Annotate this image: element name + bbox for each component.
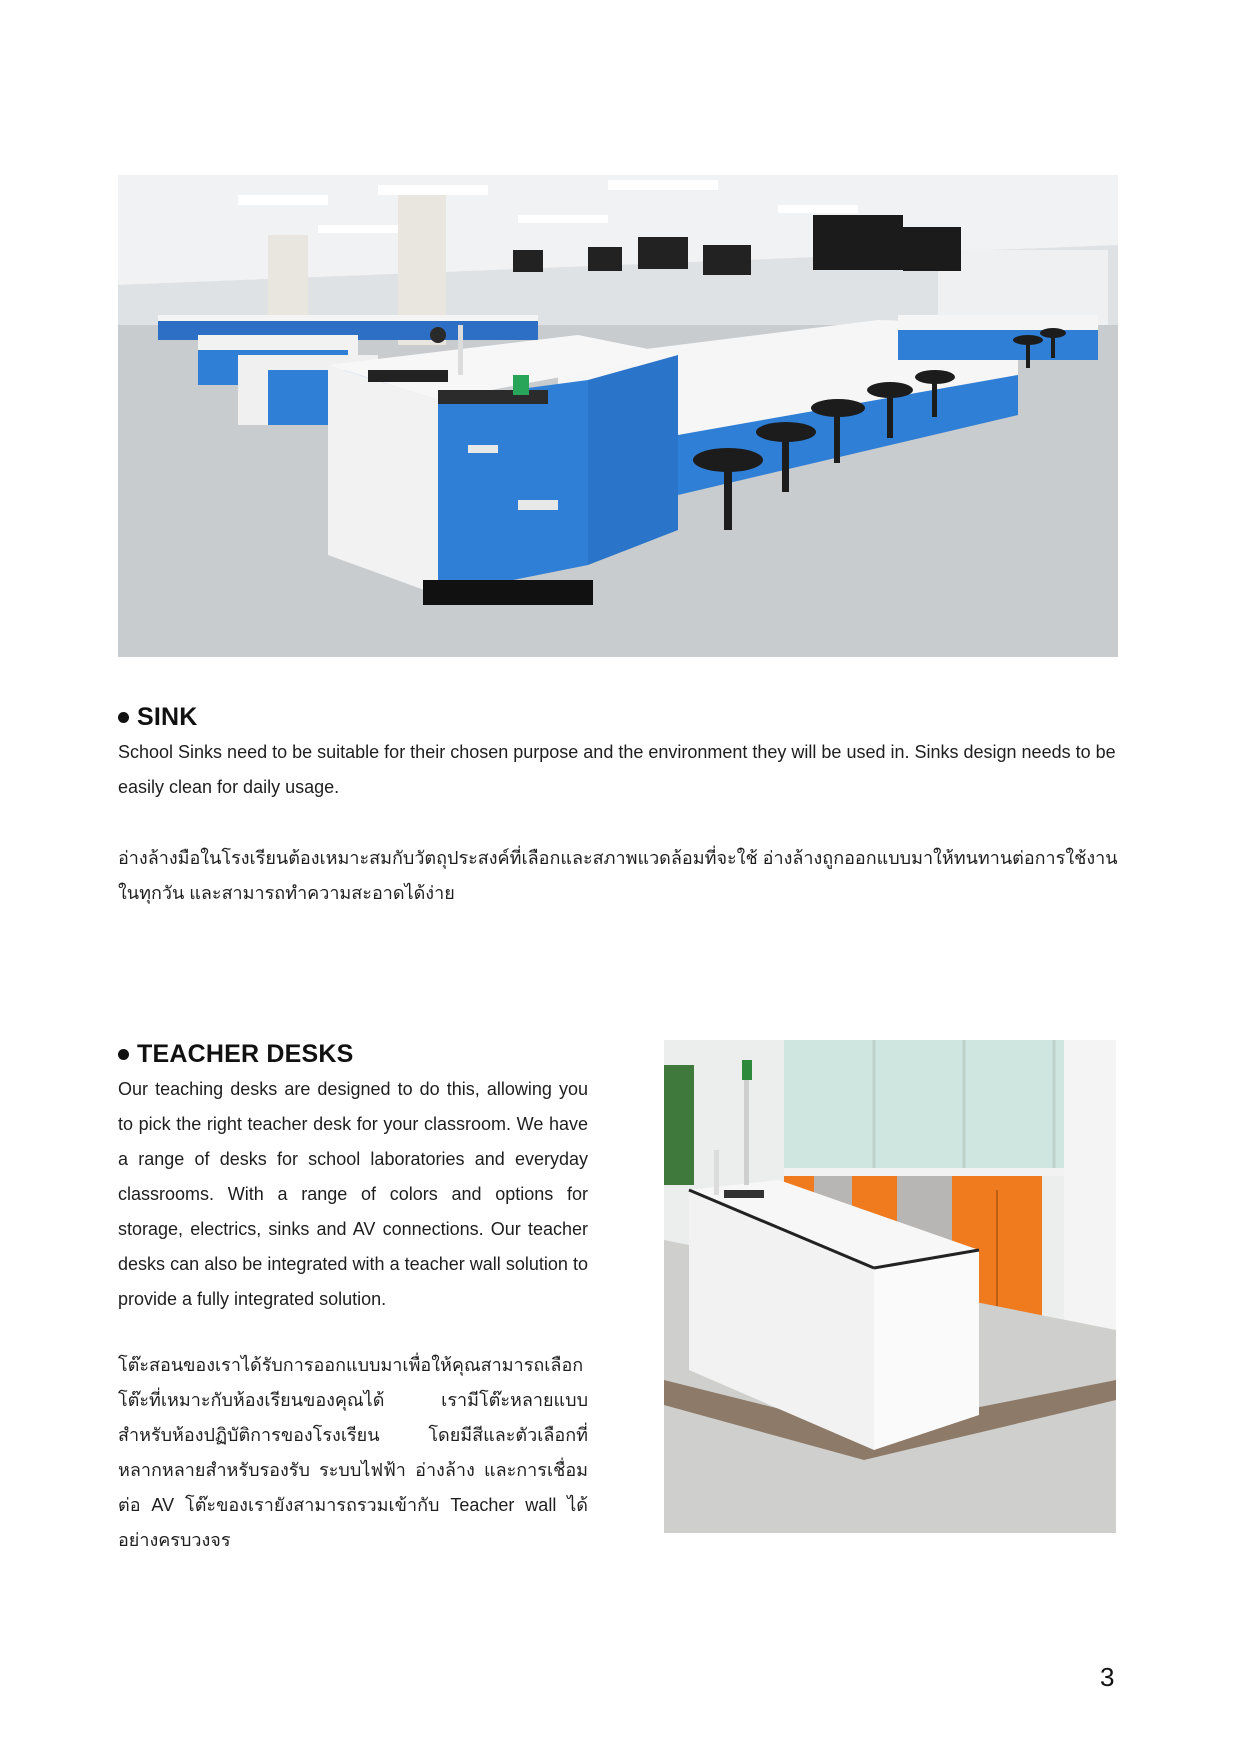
teacher-desks-description-en: Our teaching desks are designed to do this, allowing you to pick the right teacher desk for your classroom. We have a range of desks for school laboratories and everyday classrooms. With a range of colors and options for storage, electrics, sinks and AV connections. Our teacher desks can also be integrated with a teacher wall solution to provide a fully integrated solution.: [118, 1079, 588, 1309]
teacher-desks-heading-text: TEACHER DESKS: [137, 1040, 354, 1068]
lab-sink-illustration: [118, 175, 1118, 657]
bullet-icon: [118, 712, 129, 723]
lab-sink-photo: [118, 175, 1118, 657]
sink-heading-text: SINK: [137, 703, 198, 731]
teacher-desks-description-th: โต๊ะสอนของเราได้รับการออกแบบมาเพื่อให้คุณสามารถเลือกโต๊ะที่เหมาะกับห้องเรียนของคุณได้ เรามีโต๊ะหลายแบบสำหรับห้องปฏิบัติการของโรงเรียน โดยมีสีและตัวเลือกที่หลากหลายสำหรับรองรับ ระบบไฟฟ้า อ่างล้าง และการเชื่อมต่อ AV โต๊ะของเรายังสามารถรวมเข้ากับ Teacher wall ได้อย่างครบวงจร: [118, 1355, 588, 1550]
teacher-desks-heading: [118, 1040, 354, 1069]
sink-heading: [118, 703, 198, 732]
sink-description-th: อ่างล้างมือในโรงเรียนต้องเหมาะสมกับวัตถุประสงค์ที่เลือกและสภาพแวดล้อมที่จะใช้ อ่างล้างถูกออกแบบมาให้ทนทานต่อการใช้งานในทุกวัน และสามารถทำความสะอาดได้ง่าย: [118, 848, 1118, 903]
sink-description-en: School Sinks need to be suitable for their chosen purpose and the environment they will be used in. Sinks design needs to be easily clean for daily usage.: [118, 742, 1116, 797]
page-number: 3: [1100, 1662, 1115, 1692]
teacher-desk-photo: [664, 1040, 1116, 1533]
bullet-icon: [118, 1049, 129, 1060]
teacher-desk-illustration: [664, 1040, 1116, 1533]
